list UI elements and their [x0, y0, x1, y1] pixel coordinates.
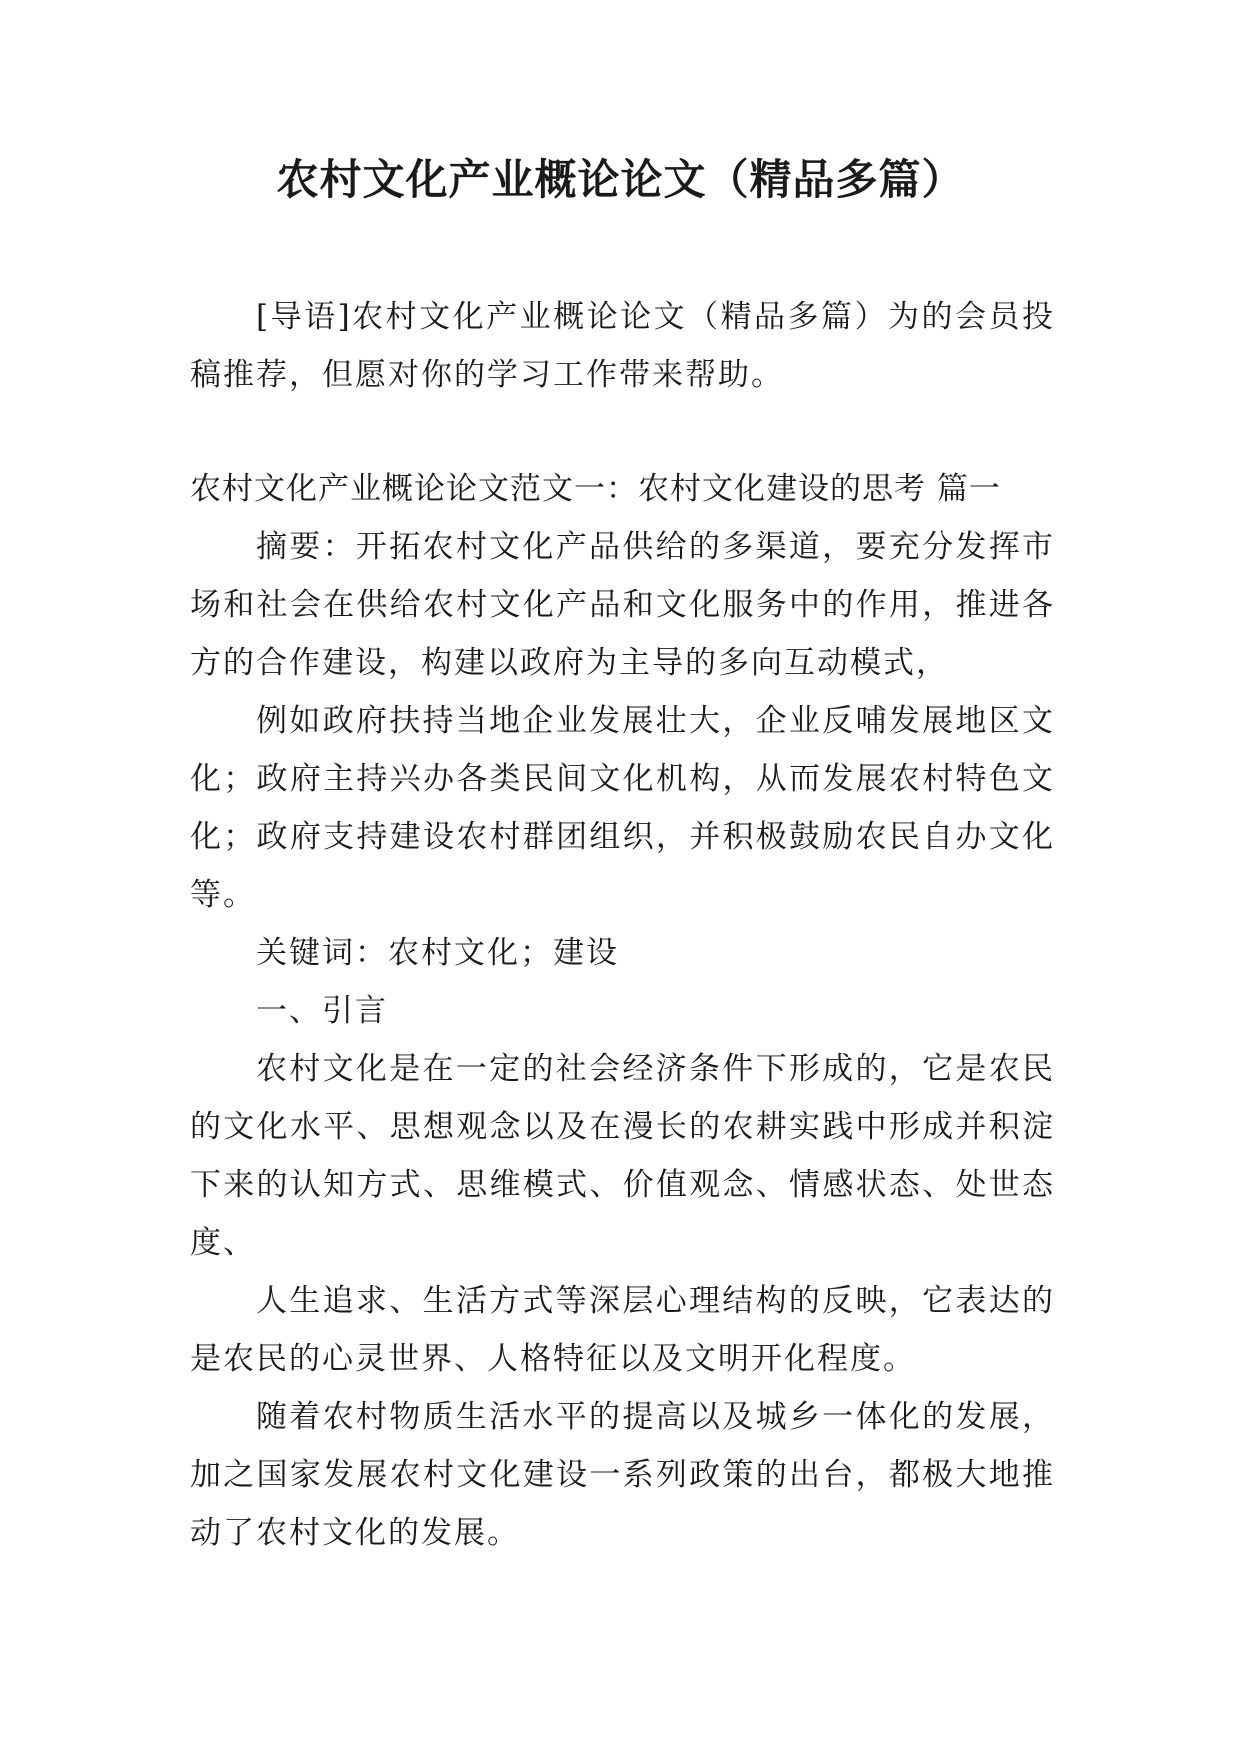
example-paragraph: 例如政府扶持当地企业发展壮大，企业反哺发展地区文化；政府主持兴办各类民间文化机构，从而发展农村特色文化；政府支持建设农村群团组织，并积极鼓励农民自办文化等。	[190, 703, 1055, 913]
introduction-heading: 一、引言	[256, 993, 388, 1029]
body-paragraph: 人生追求、生活方式等深层心理结构的反映，它表达的是农民的心灵世界、人格特征以及文明开化程度。	[190, 1283, 1055, 1377]
keywords-line: 关键词：农村文化；建设	[256, 935, 619, 971]
body-paragraph: 农村文化是在一定的社会经济条件下形成的，它是农民的文化水平、思想观念以及在漫长的农耕实践中形成并积淀下来的认知方式、思维模式、价值观念、情感状态、处世态度、	[190, 1051, 1055, 1261]
document-body	[190, 288, 1055, 1562]
document-title: 农村文化产业概论论文（精品多篇）	[276, 155, 965, 204]
intro-paragraph: [导语]农村文化产业概论论文（精品多篇）为的会员投稿推荐，但愿对你的学习工作带来帮助。	[190, 299, 1055, 393]
abstract-paragraph: 摘要：开拓农村文化产品供给的多渠道，要充分发挥市场和社会在供给农村文化产品和文化服务中的作用，推进各方的合作建设，构建以政府为主导的多向互动模式，	[190, 529, 1055, 681]
body-paragraph: 随着农村物质生活水平的提高以及城乡一体化的发展，加之国家发展农村文化建设一系列政策的出台，都极大地推动了农村文化的发展。	[190, 1399, 1055, 1551]
section-heading: 农村文化产业概论论文范文一：农村文化建设的思考 篇一	[190, 471, 1001, 507]
